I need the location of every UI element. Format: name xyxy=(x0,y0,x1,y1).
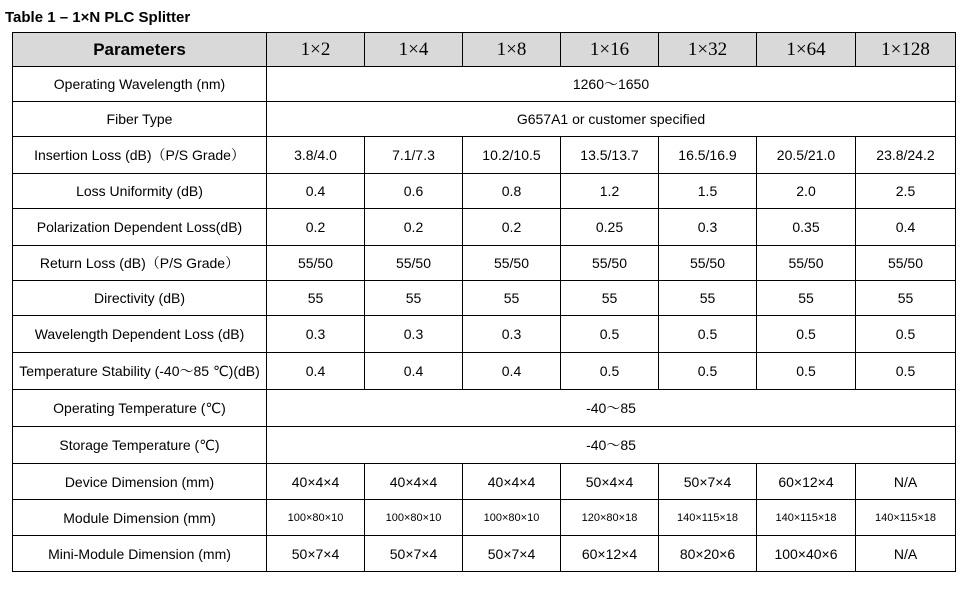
cell: 140×115×18 xyxy=(757,500,856,536)
row-label: Loss Uniformity (dB) xyxy=(13,174,267,209)
row-label: Mini-Module Dimension (mm) xyxy=(13,536,267,572)
cell: 40×4×4 xyxy=(365,464,463,500)
cell: 100×40×6 xyxy=(757,536,856,572)
column-header: 1×32 xyxy=(659,33,757,67)
cell: 0.5 xyxy=(561,316,659,353)
cell: N/A xyxy=(856,464,956,500)
cell: 1.5 xyxy=(659,174,757,209)
cell: 0.5 xyxy=(856,316,956,353)
cell: 55 xyxy=(463,281,561,316)
cell: 16.5/16.9 xyxy=(659,137,757,174)
cell: 2.5 xyxy=(856,174,956,209)
row-label: Device Dimension (mm) xyxy=(13,464,267,500)
cell: 0.2 xyxy=(267,209,365,246)
cell: 7.1/7.3 xyxy=(365,137,463,174)
table-row xyxy=(13,316,956,353)
cell: 0.2 xyxy=(365,209,463,246)
row-label: Wavelength Dependent Loss (dB) xyxy=(13,316,267,353)
cell: 0.6 xyxy=(365,174,463,209)
row-label: Operating Temperature (℃) xyxy=(13,390,267,427)
cell: 55 xyxy=(561,281,659,316)
cell: 55/50 xyxy=(856,246,956,281)
row-label: Temperature Stability (-40～85 ℃)(dB) xyxy=(13,353,267,390)
cell: 0.4 xyxy=(463,353,561,390)
cell: 0.4 xyxy=(267,353,365,390)
cell: 0.35 xyxy=(757,209,856,246)
row-label: Operating Wavelength (nm) xyxy=(13,67,267,102)
cell: 0.2 xyxy=(463,209,561,246)
cell: 0.5 xyxy=(757,353,856,390)
column-header: 1×8 xyxy=(463,33,561,67)
merged-cell: -40～85 xyxy=(267,390,956,427)
table-row xyxy=(13,246,956,281)
cell: 55 xyxy=(267,281,365,316)
table-row xyxy=(13,500,956,536)
table-row xyxy=(13,427,956,464)
column-header: 1×64 xyxy=(757,33,856,67)
cell: 50×7×4 xyxy=(365,536,463,572)
cell: 0.3 xyxy=(659,209,757,246)
table-row xyxy=(13,390,956,427)
table-row xyxy=(13,137,956,174)
row-label: Storage Temperature (℃) xyxy=(13,427,267,464)
cell: 55/50 xyxy=(757,246,856,281)
plc-splitter-spec-table xyxy=(12,32,956,572)
cell: 0.4 xyxy=(365,353,463,390)
merged-cell: 1260～1650 xyxy=(267,67,956,102)
cell: 55/50 xyxy=(561,246,659,281)
cell: 0.8 xyxy=(463,174,561,209)
cell: 13.5/13.7 xyxy=(561,137,659,174)
table-row xyxy=(13,67,956,102)
cell: 50×7×4 xyxy=(267,536,365,572)
merged-cell: G657A1 or customer specified xyxy=(267,102,956,137)
parameters-header: Parameters xyxy=(13,33,267,67)
cell: 0.5 xyxy=(856,353,956,390)
cell: 23.8/24.2 xyxy=(856,137,956,174)
cell: 50×7×4 xyxy=(463,536,561,572)
column-header: 1×2 xyxy=(267,33,365,67)
table-row xyxy=(13,209,956,246)
cell: 40×4×4 xyxy=(463,464,561,500)
cell: 55/50 xyxy=(659,246,757,281)
cell: 140×115×18 xyxy=(659,500,757,536)
cell: 0.5 xyxy=(659,316,757,353)
cell: 60×12×4 xyxy=(757,464,856,500)
cell: 0.4 xyxy=(856,209,956,246)
cell: N/A xyxy=(856,536,956,572)
table-row xyxy=(13,536,956,572)
table-row xyxy=(13,102,956,137)
table-row xyxy=(13,464,956,500)
cell: 0.3 xyxy=(365,316,463,353)
merged-cell: -40～85 xyxy=(267,427,956,464)
cell: 0.5 xyxy=(659,353,757,390)
row-label: Insertion Loss (dB)（P/S Grade） xyxy=(13,137,267,174)
cell: 60×12×4 xyxy=(561,536,659,572)
cell: 100×80×10 xyxy=(365,500,463,536)
row-label: Fiber Type xyxy=(13,102,267,137)
cell: 0.4 xyxy=(267,174,365,209)
cell: 140×115×18 xyxy=(856,500,956,536)
cell: 3.8/4.0 xyxy=(267,137,365,174)
cell: 80×20×6 xyxy=(659,536,757,572)
cell: 0.25 xyxy=(561,209,659,246)
cell: 55/50 xyxy=(365,246,463,281)
column-header: 1×16 xyxy=(561,33,659,67)
cell: 20.5/21.0 xyxy=(757,137,856,174)
header-row xyxy=(13,33,956,67)
table-row xyxy=(13,174,956,209)
cell: 55 xyxy=(856,281,956,316)
column-header: 1×128 xyxy=(856,33,956,67)
table-row xyxy=(13,281,956,316)
cell: 55 xyxy=(365,281,463,316)
cell: 40×4×4 xyxy=(267,464,365,500)
cell: 50×7×4 xyxy=(659,464,757,500)
cell: 120×80×18 xyxy=(561,500,659,536)
cell: 10.2/10.5 xyxy=(463,137,561,174)
table-caption: Table 1 – 1×N PLC Splitter xyxy=(5,9,191,26)
cell: 55/50 xyxy=(463,246,561,281)
row-label: Module Dimension (mm) xyxy=(13,500,267,536)
cell: 0.5 xyxy=(757,316,856,353)
cell: 55/50 xyxy=(267,246,365,281)
cell: 100×80×10 xyxy=(267,500,365,536)
cell: 0.3 xyxy=(463,316,561,353)
cell: 50×4×4 xyxy=(561,464,659,500)
table-row xyxy=(13,353,956,390)
cell: 1.2 xyxy=(561,174,659,209)
cell: 0.3 xyxy=(267,316,365,353)
cell: 55 xyxy=(757,281,856,316)
cell: 0.5 xyxy=(561,353,659,390)
row-label: Polarization Dependent Loss(dB) xyxy=(13,209,267,246)
row-label: Directivity (dB) xyxy=(13,281,267,316)
cell: 100×80×10 xyxy=(463,500,561,536)
cell: 2.0 xyxy=(757,174,856,209)
cell: 55 xyxy=(659,281,757,316)
column-header: 1×4 xyxy=(365,33,463,67)
row-label: Return Loss (dB)（P/S Grade） xyxy=(13,246,267,281)
